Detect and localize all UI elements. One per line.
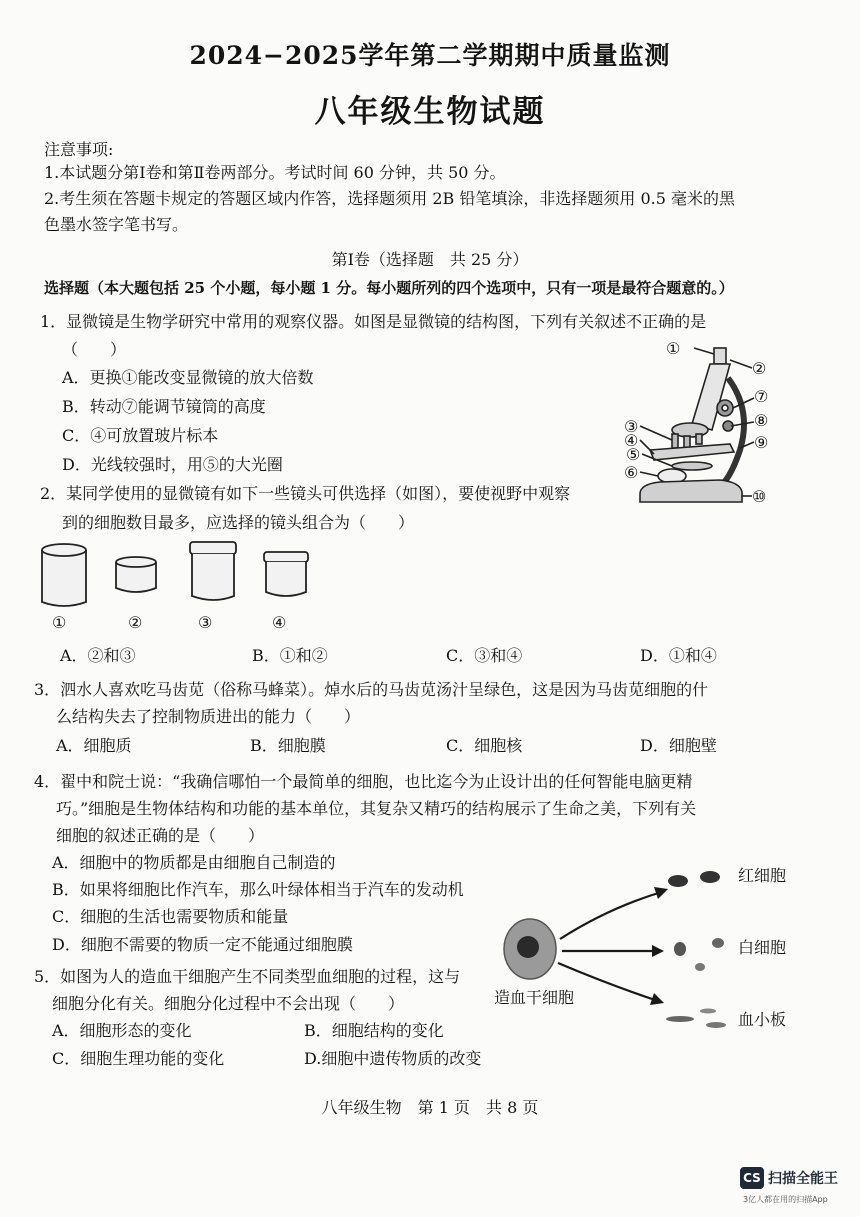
q1-option-b: B．转动⑦能调节镜筒的高度 <box>62 397 266 416</box>
microscope-label-8: ⑧ <box>754 411 769 430</box>
q2-option-d: D．①和④ <box>640 646 717 665</box>
section-instruction: 选择题（本大题包括 25 个小题，每小题 1 分。每小题所列的四个选项中，只有一项是最符合题意的。） <box>44 279 734 297</box>
q2-option-c: C．③和④ <box>446 646 523 665</box>
platelet <box>706 1022 726 1028</box>
page-footer: 八年级生物 第 1 页 共 8 页 <box>321 1098 539 1117</box>
white-cell <box>674 942 686 956</box>
q5-stem-1: 5．如图为人的造血干细胞产生不同类型血细胞的过程，这与 <box>34 967 461 986</box>
lens-label-2: ② <box>128 613 143 632</box>
q3-stem-2: 么结构失去了控制物质进出的能力（ ） <box>56 707 361 726</box>
q2-option-b: B．①和② <box>252 646 328 665</box>
q5-stem-2: 细胞分化有关。细胞分化过程中不会出现（ ） <box>52 994 405 1013</box>
q4-option-a: A．细胞中的物质都是由细胞自己制造的 <box>52 853 336 872</box>
microscope-label-5: ⑤ <box>626 445 641 464</box>
q3-option-b: B．细胞膜 <box>250 736 326 755</box>
notice-line-2: 2.考生须在答题卡规定的答题区域内作答，选择题须用 2B 铅笔填涂，非选择题须用 0.5 毫米的黑 <box>44 189 735 208</box>
notice-line-2-cont: 色墨水签字笔书写。 <box>44 215 189 234</box>
blood-cell-diagram <box>490 855 810 1035</box>
q1-paren: （ ） <box>62 340 127 359</box>
red-cell-label: 红细胞 <box>738 866 787 885</box>
q3-stem-1: 3．泗水人喜欢吃马齿苋（俗称马蜂菜）。焯水后的马齿苋汤汁呈绿色，这是因为马齿苋细胞的什 <box>34 680 709 699</box>
exam-title: 2024−2025学年第二学期期中质量监测 <box>189 41 671 70</box>
microscope-label-4: ④ <box>624 431 639 450</box>
q1-option-c: C．④可放置玻片标本 <box>62 426 219 445</box>
q5-option-d: D.细胞中遗传物质的改变 <box>304 1049 482 1068</box>
q3-option-a: A．细胞质 <box>56 736 132 755</box>
q1-stem: 1．显微镜是生物学研究中常用的观察仪器。如图是显微镜的结构图，下列有关叙述不正确的是 <box>40 312 707 331</box>
exam-subtitle: 八年级生物试题 <box>314 94 546 130</box>
notice-line-1: 1.本试题分第Ⅰ卷和第Ⅱ卷两部分。考试时间 60 分钟，共 50 分。 <box>44 163 506 182</box>
q2-stem-1: 2．某同学使用的显微镜有如下一些镜头可供选择（如图），要使视野中观察 <box>40 484 571 503</box>
red-cell <box>700 871 720 883</box>
microscope-label-6: ⑥ <box>624 463 639 482</box>
microscope-label-9: ⑨ <box>754 433 769 452</box>
q4-option-b: B．如果将细胞比作汽车，那么叶绿体相当于汽车的发动机 <box>52 880 464 899</box>
platelet <box>700 1009 716 1014</box>
microscope-label-3: ③ <box>624 417 639 436</box>
camscanner-logo-icon: CS <box>740 1167 764 1189</box>
camscanner-name: 扫描全能王 <box>768 1171 838 1187</box>
q1-option-a: A．更换①能改变显微镜的放大倍数 <box>62 368 314 387</box>
q4-stem-3: 细胞的叙述正确的是（ ） <box>56 826 265 845</box>
q4-stem-1: 4．翟中和院士说：“我确信哪怕一个最简单的细胞，也比迄今为止设计出的任何智能电脑更精 <box>34 772 693 791</box>
q5-option-c: C．细胞生理功能的变化 <box>52 1049 225 1068</box>
platelet <box>666 1016 694 1022</box>
microscope-label-1: ① <box>666 339 681 358</box>
microscope-label-10: ⑩ <box>752 487 767 506</box>
microscope-label-2: ② <box>752 359 767 378</box>
q4-option-d: D．细胞不需要的物质一定不能通过细胞膜 <box>52 935 353 954</box>
q3-option-c: C．细胞核 <box>446 736 523 755</box>
section-title: 第Ⅰ卷（选择题 共 25 分） <box>331 250 529 269</box>
red-cell <box>668 875 688 887</box>
notice-heading: 注意事项: <box>44 140 114 159</box>
lens-label-1: ① <box>52 613 67 632</box>
microscope-diagram <box>610 330 790 515</box>
white-cell <box>712 938 724 948</box>
q2-option-a: A．②和③ <box>60 646 136 665</box>
lens-diagram <box>34 538 334 636</box>
stem-cell-label: 造血干细胞 <box>494 988 575 1007</box>
microscope-label-7: ⑦ <box>754 387 769 406</box>
q3-option-d: D．细胞壁 <box>640 736 717 755</box>
white-cell <box>695 963 705 971</box>
q5-option-b: B．细胞结构的变化 <box>304 1021 444 1040</box>
q2-stem-2: 到的细胞数目最多，应选择的镜头组合为（ ） <box>62 513 415 532</box>
white-cell-label: 白细胞 <box>738 938 787 957</box>
camscanner-tagline: 3亿人都在用的扫描App <box>743 1195 828 1204</box>
q4-stem-2: 巧。”细胞是生物体结构和功能的基本单位，其复杂又精巧的结构展示了生命之美，下列有关 <box>56 799 697 818</box>
arrow-to-red-cell <box>560 891 665 939</box>
q4-option-c: C．细胞的生活也需要物质和能量 <box>52 907 289 926</box>
q1-option-d: D．光线较强时，用⑤的大光圈 <box>62 455 283 474</box>
platelet-label: 血小板 <box>738 1010 787 1029</box>
lens-label-3: ③ <box>198 613 213 632</box>
lens-label-4: ④ <box>272 613 287 632</box>
q5-option-a: A．细胞形态的变化 <box>52 1021 192 1040</box>
